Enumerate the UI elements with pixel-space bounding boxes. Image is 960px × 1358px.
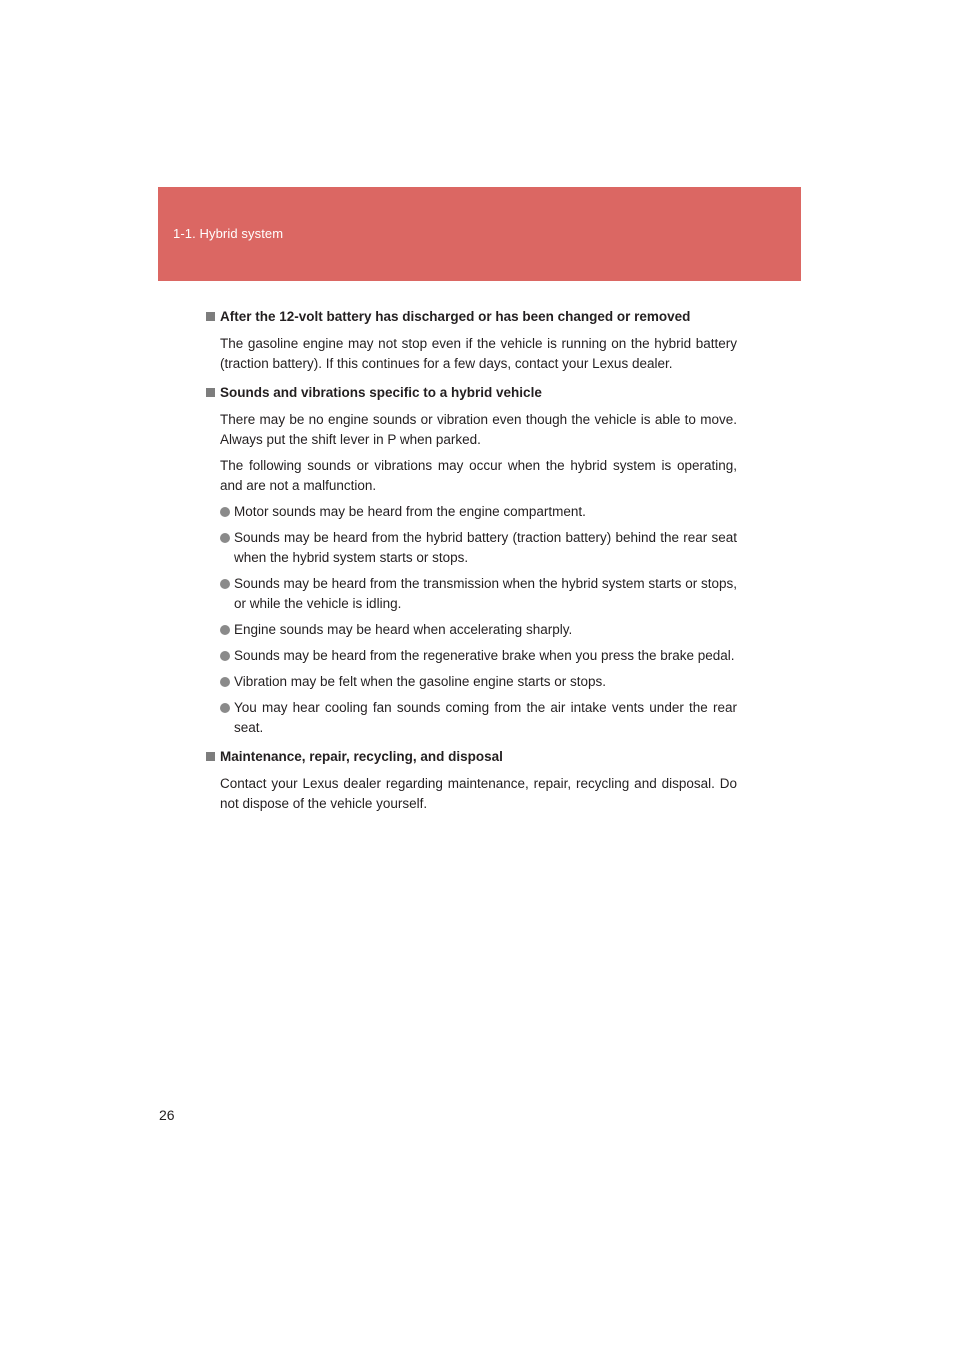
bullet-list	[220, 502, 737, 738]
section-heading	[205, 383, 737, 403]
section-heading-text: After the 12-volt battery has discharged or has been changed or removed	[220, 309, 691, 324]
section-heading-text: Sounds and vibrations specific to a hybrid vehicle	[220, 385, 542, 400]
list-item-text: Sounds may be heard from the transmission when the hybrid system starts or stops, or while the vehicle is idling.	[234, 576, 737, 611]
list-item-text: Motor sounds may be heard from the engine compartment.	[234, 504, 586, 519]
list-item-text: Sounds may be heard from the hybrid battery (traction battery) behind the rear seat when the hybrid system starts or stops.	[234, 530, 737, 565]
list-item-text: Vibration may be felt when the gasoline engine starts or stops.	[234, 674, 606, 689]
list-item-text: Engine sounds may be heard when accelerating sharply.	[234, 622, 573, 637]
list-item	[220, 672, 737, 692]
section-maintenance	[205, 747, 737, 814]
section-battery-discharged	[205, 307, 737, 374]
list-item	[220, 502, 737, 522]
circle-bullet-icon	[220, 507, 230, 517]
page-content	[205, 307, 737, 823]
circle-bullet-icon	[220, 677, 230, 687]
list-item-text: Sounds may be heard from the regenerative brake when you press the brake pedal.	[234, 648, 735, 663]
paragraph: Contact your Lexus dealer regarding maintenance, repair, recycling and disposal. Do not dispose of the vehicle yourself.	[220, 776, 737, 811]
list-item	[220, 646, 737, 666]
circle-bullet-icon	[220, 703, 230, 713]
list-item	[220, 528, 737, 568]
section-sounds-vibrations	[205, 383, 737, 738]
circle-bullet-icon	[220, 533, 230, 543]
square-bullet-icon	[206, 388, 215, 397]
section-heading-text: Maintenance, repair, recycling, and disposal	[220, 749, 503, 764]
section-header-band	[158, 187, 801, 281]
paragraph: The gasoline engine may not stop even if the vehicle is running on the hybrid battery (traction battery). If this continues for a few days, contact your Lexus dealer.	[220, 336, 737, 371]
list-item-text: You may hear cooling fan sounds coming from the air intake vents under the rear seat.	[234, 700, 737, 735]
section-title: 1-1. Hybrid system	[173, 226, 284, 241]
circle-bullet-icon	[220, 651, 230, 661]
section-heading	[205, 307, 737, 327]
page-number: 26	[159, 1107, 175, 1123]
square-bullet-icon	[206, 752, 215, 761]
section-heading	[205, 747, 737, 767]
circle-bullet-icon	[220, 625, 230, 635]
list-item	[220, 698, 737, 738]
square-bullet-icon	[206, 312, 215, 321]
paragraph: The following sounds or vibrations may occur when the hybrid system is operating, and are not a malfunction.	[220, 458, 737, 493]
list-item	[220, 574, 737, 614]
paragraph: There may be no engine sounds or vibration even though the vehicle is able to move. Always put the shift lever in P when parked.	[220, 412, 737, 447]
circle-bullet-icon	[220, 579, 230, 589]
list-item	[220, 620, 737, 640]
